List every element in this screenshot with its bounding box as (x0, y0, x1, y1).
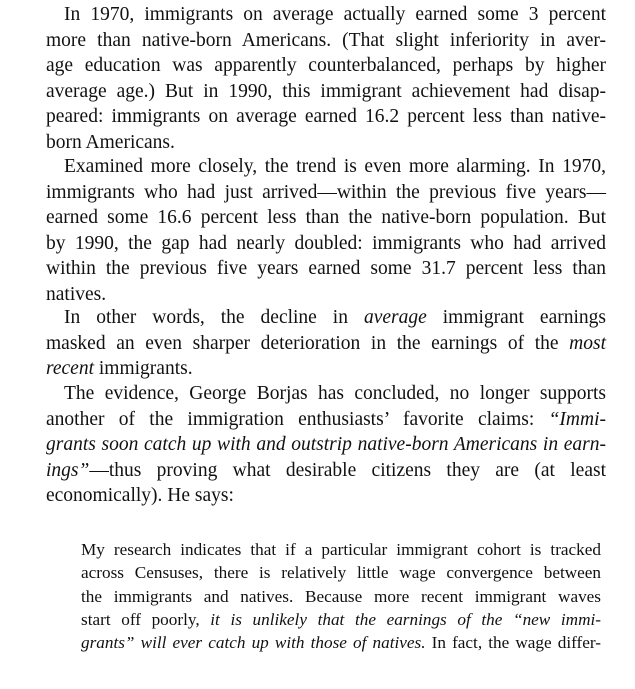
text-run: —thus proving what desirable citizens they are (at least (89, 459, 606, 481)
text-line (81, 608, 601, 631)
text-run: within the previous five years earned some 31.7 percent less than (46, 258, 606, 280)
text-run: another of the immigration enthusiasts’ favorite claims: (46, 408, 549, 430)
text-line (81, 538, 601, 561)
text-run: across Censuses, there is relatively little wage convergence between (81, 563, 601, 583)
italic-run: it is unlikely that the earnings of the “new immi- (210, 609, 601, 629)
text-line (81, 561, 601, 584)
text-line (81, 585, 601, 608)
text-run: In 1970, immigrants on average actually earned some 3 percent (64, 4, 606, 25)
text-line (46, 2, 606, 28)
text-line (46, 53, 606, 79)
text-run: more than native-born Americans. (That slight inferiority in aver- (46, 29, 606, 51)
paragraph-4 (46, 381, 606, 509)
block-quote (81, 538, 601, 654)
text-run: immigrants. (94, 358, 193, 380)
text-run: natives. (46, 283, 107, 305)
text-line (46, 381, 606, 407)
text-run: age education was apparently counterbalanced, perhaps by higher (46, 55, 606, 77)
text-run: My research indicates that if a particular immigrant cohort is tracked (81, 540, 601, 559)
text-run: The evidence, George Borjas has concluded, no longer supports (64, 383, 606, 404)
text-run: In fact, the wage differ- (425, 633, 601, 653)
text-line (46, 356, 606, 382)
text-line (46, 231, 606, 257)
text-line (81, 631, 601, 654)
text-line (46, 256, 606, 282)
paragraph-2 (46, 154, 606, 308)
text-line (46, 205, 606, 231)
text-line (46, 458, 606, 484)
text-run: Examined more closely, the trend is even more alarming. In 1970, (64, 156, 606, 177)
text-run: In other words, the decline in (64, 307, 364, 328)
text-line (46, 282, 606, 308)
text-line (46, 305, 606, 331)
text-run: economically). He says: (46, 485, 234, 507)
italic-run: ings” (46, 459, 90, 481)
italic-run: recent (46, 358, 94, 380)
text-line (46, 331, 606, 357)
text-run: peared: immigrants on average earned 16.2 percent less than native- (46, 106, 606, 128)
text-run: masked an even sharper deterioration in the earnings of the (46, 332, 570, 354)
text-line (46, 180, 606, 206)
text-line (46, 130, 606, 156)
italic-run: average (363, 307, 427, 328)
text-run: by 1990, the gap had nearly doubled: immigrants who had arrived (46, 232, 606, 254)
text-run: born Americans. (46, 131, 175, 153)
paragraph-1 (46, 2, 606, 156)
italic-run: grants soon catch up with and outstrip native-born Americans in earn- (46, 434, 606, 456)
text-line (46, 407, 606, 433)
text-run: earned some 16.6 percent less than the native-born population. But (46, 207, 606, 229)
text-line (46, 104, 606, 130)
text-line (46, 432, 606, 458)
italic-run: most (569, 332, 606, 354)
text-line (46, 483, 606, 509)
text-run: start off poorly, (81, 609, 211, 629)
italic-run: “Immi- (548, 408, 606, 430)
text-run: average age.) But in 1990, this immigrant achievement had disap- (46, 80, 606, 102)
italic-run: grants” will ever catch up with those of natives. (81, 633, 426, 653)
text-line (46, 154, 606, 180)
text-run: immigrant earnings (426, 307, 606, 328)
text-run: immigrants who had just arrived—within the previous five years— (46, 181, 606, 203)
text-line (46, 79, 606, 105)
text-run: the immigrants and natives. Because more recent immigrant waves (81, 586, 601, 606)
paragraph-3 (46, 305, 606, 382)
text-line (46, 28, 606, 54)
